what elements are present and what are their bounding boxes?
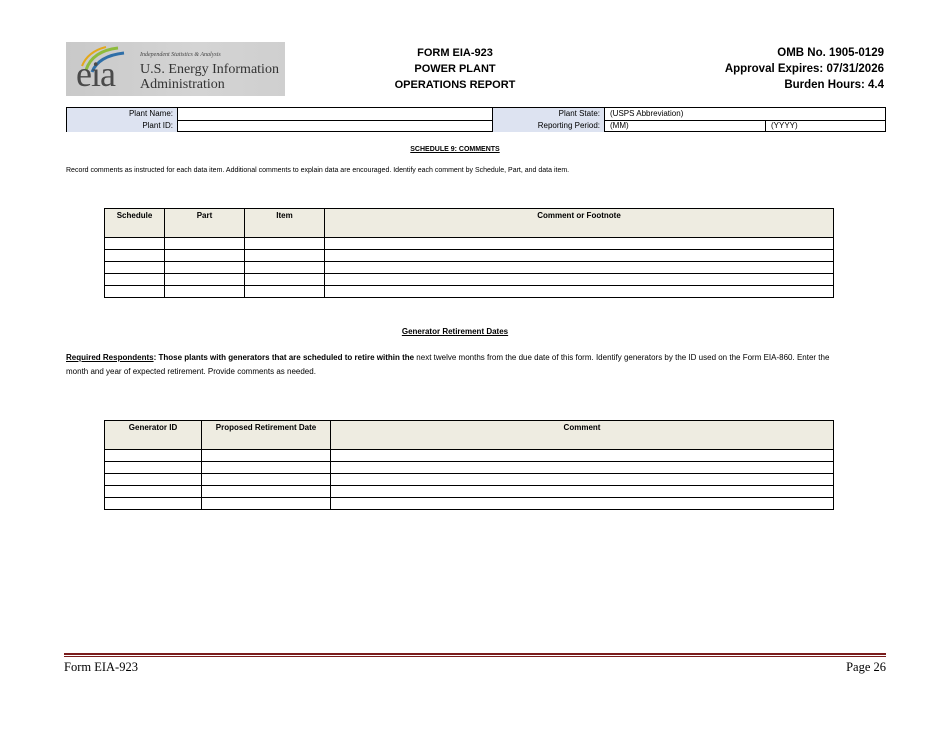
footer-page-number: Page 26 bbox=[846, 660, 886, 674]
plant-state-label: Plant State: bbox=[492, 108, 605, 120]
generator-id-cell[interactable] bbox=[105, 498, 202, 510]
schedule-cell[interactable] bbox=[105, 262, 165, 274]
schedule-cell[interactable] bbox=[105, 250, 165, 262]
generator-id-cell[interactable] bbox=[105, 486, 202, 498]
logo-tagline: Independent Statistics & Analysis bbox=[140, 52, 221, 58]
reporting-month-field[interactable]: (MM) bbox=[610, 121, 629, 130]
plant-state-field[interactable]: (USPS Abbreviation) bbox=[610, 109, 684, 118]
part-cell[interactable] bbox=[165, 286, 245, 298]
schedule-title: SCHEDULE 9: COMMENTS bbox=[410, 146, 500, 153]
item-cell[interactable] bbox=[245, 238, 325, 250]
comment-cell[interactable] bbox=[325, 262, 834, 274]
retirement-header-row bbox=[105, 421, 834, 450]
item-cell[interactable] bbox=[245, 286, 325, 298]
logo-name-line2: Administration bbox=[140, 77, 225, 92]
col-proposed-retirement-date: Proposed Retirement Date bbox=[202, 421, 331, 450]
table-row bbox=[105, 474, 834, 486]
comment-cell[interactable] bbox=[325, 274, 834, 286]
generator-id-cell[interactable] bbox=[105, 462, 202, 474]
omb-number: OMB No. 1905-0129 bbox=[777, 47, 884, 59]
table-row bbox=[105, 462, 834, 474]
comment-cell[interactable] bbox=[325, 250, 834, 262]
comment-cell[interactable] bbox=[325, 286, 834, 298]
item-cell[interactable] bbox=[245, 274, 325, 286]
comments-header-row bbox=[105, 209, 834, 238]
col-schedule: Schedule bbox=[105, 209, 165, 238]
part-cell[interactable] bbox=[165, 262, 245, 274]
table-row bbox=[105, 238, 834, 250]
table-row bbox=[105, 286, 834, 298]
retirement-title: Generator Retirement Dates bbox=[401, 327, 509, 336]
eia-logo bbox=[66, 42, 285, 96]
retirement-table bbox=[104, 420, 834, 510]
item-cell[interactable] bbox=[245, 250, 325, 262]
schedule-cell[interactable] bbox=[105, 286, 165, 298]
item-cell[interactable] bbox=[245, 262, 325, 274]
plant-id-label: Plant ID: bbox=[67, 120, 178, 132]
burden-hours: Burden Hours: 4.4 bbox=[784, 79, 884, 91]
retirement-date-cell[interactable] bbox=[202, 474, 331, 486]
form-title-line2: POWER PLANT bbox=[414, 63, 496, 75]
footer-rule bbox=[64, 653, 886, 655]
table-row bbox=[105, 274, 834, 286]
part-cell[interactable] bbox=[165, 238, 245, 250]
generator-id-cell[interactable] bbox=[105, 450, 202, 462]
comment-cell[interactable] bbox=[331, 450, 834, 462]
schedule-instructions: Record comments as instructed for each data item. Additional comments to explain data are encouraged. Identify each comment by Schedule, Part, and data item. bbox=[66, 167, 570, 174]
logo-name-line1: U.S. Energy Information bbox=[140, 62, 279, 77]
required-respondents-label: Required Respondents bbox=[66, 353, 154, 362]
plant-name-field[interactable] bbox=[178, 108, 492, 120]
schedule-cell[interactable] bbox=[105, 238, 165, 250]
col-comment-or-footnote: Comment or Footnote bbox=[325, 209, 834, 238]
colon: : bbox=[153, 353, 157, 362]
comment-cell[interactable] bbox=[331, 474, 834, 486]
reporting-year-field[interactable]: (YYYY) bbox=[765, 120, 885, 132]
plant-name-label: Plant Name: bbox=[67, 108, 178, 120]
plant-id-field[interactable] bbox=[178, 120, 492, 132]
table-row bbox=[105, 262, 834, 274]
reporting-period-label: Reporting Period: bbox=[492, 120, 605, 132]
comment-cell[interactable] bbox=[331, 498, 834, 510]
plant-info-bar bbox=[66, 107, 886, 132]
col-part: Part bbox=[165, 209, 245, 238]
col-item: Item bbox=[245, 209, 325, 238]
omb-block bbox=[725, 45, 884, 93]
table-row bbox=[105, 498, 834, 510]
retirement-date-cell[interactable] bbox=[202, 498, 331, 510]
required-respondents-body: next twelve months from the due date of this form. Identify generators by the ID used on the Form EIA-860. Enter the month and year of expected retirement. Provide comments as needed. bbox=[66, 353, 830, 376]
footer-form-name: Form EIA-923 bbox=[64, 660, 138, 674]
table-row bbox=[105, 486, 834, 498]
retirement-date-cell[interactable] bbox=[202, 486, 331, 498]
footer-rule-thin bbox=[64, 656, 886, 657]
col-generator-id: Generator ID bbox=[105, 421, 202, 450]
approval-expires: Approval Expires: 07/31/2026 bbox=[724, 63, 884, 75]
comment-cell[interactable] bbox=[331, 486, 834, 498]
form-title-line3: OPERATIONS REPORT bbox=[394, 79, 516, 91]
plant-info-row-2 bbox=[67, 120, 885, 132]
required-respondents-bold: Those plants with generators that are scheduled to retire within the bbox=[156, 353, 415, 362]
table-row bbox=[105, 450, 834, 462]
col-comment: Comment bbox=[331, 421, 834, 450]
generator-id-cell[interactable] bbox=[105, 474, 202, 486]
comment-cell[interactable] bbox=[331, 462, 834, 474]
form-title-line1: FORM EIA-923 bbox=[417, 47, 493, 59]
table-row bbox=[105, 250, 834, 262]
comments-table bbox=[104, 208, 834, 298]
part-cell[interactable] bbox=[165, 274, 245, 286]
retirement-date-cell[interactable] bbox=[202, 462, 331, 474]
part-cell[interactable] bbox=[165, 250, 245, 262]
form-title bbox=[380, 45, 530, 93]
logo-abbr: eia bbox=[76, 54, 115, 94]
retirement-date-cell[interactable] bbox=[202, 450, 331, 462]
comment-cell[interactable] bbox=[325, 238, 834, 250]
required-respondents-text bbox=[66, 351, 836, 379]
schedule-cell[interactable] bbox=[105, 274, 165, 286]
